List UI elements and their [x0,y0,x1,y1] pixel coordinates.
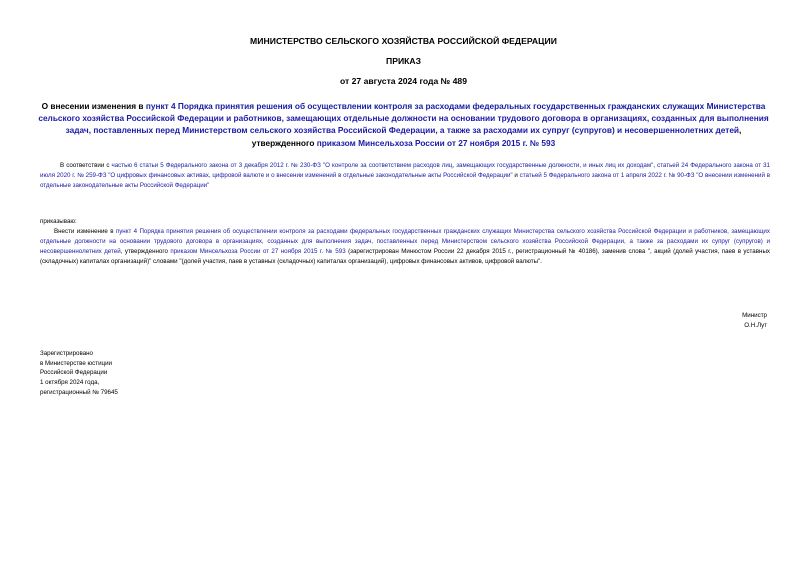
title-link-procedure[interactable]: пункт 4 Порядка принятия решения об осуществлении контроля за расходами федеральных государственных гражданских служащих Министерства сельского хозяйства Российской Федерации и работников, замещающих отдельные должности на основании трудового договора в организациях, созданных для выполнения задач, поставленных перед Министерством сельского хозяйства Российской Федерации, а также за расходами их супруг (супругов) и несовершеннолетних детей [38,101,769,136]
preamble-link-law-230[interactable]: частью 6 статьи 5 Федерального закона от 3 декабря 2012 г. № 230-ФЗ "О контроле за соответствием расходов лиц, замещающих государственные должности, и иных лиц их доходам" [111,162,654,169]
ministry-heading: МИНИСТЕРСТВО СЕЛЬСКОГО ХОЗЯЙСТВА РОССИЙСКОЙ ФЕДЕРАЦИИ [250,36,557,46]
amendment-text-a: Внести изменение в [54,228,116,235]
title-link-order[interactable]: приказом Минсельхоза России от 27 ноября 2015 г. № 593 [316,137,556,148]
preamble-link-law-90[interactable]: статьей 5 Федерального закона от 1 апреля 2022 г. № 90-ФЗ "О внесении изменений в отдельные законодательные акты Российской Федерации" [40,172,770,189]
amendment-text-b: , утвержденного [120,248,171,255]
document-date-number: от 27 августа 2024 года № 489 [340,76,467,86]
title-middle: , утвержденного [251,125,742,148]
registration-line: регистрационный № 79645 [40,388,118,396]
document-title [36,100,771,149]
signatory-name: О.Н.Лут [744,322,767,329]
amendment-text-c: (зарегистрирован Минюстом России 22 декабря 2015 г., регистрационный № 40186), заменив слова ", акций (долей участия, паев в уставных (складочных) капиталах организаций)" словами "(долей участия, паев в уставных (складочных) капиталах организаций), цифровых финансовых активов, цифровой валюты". [40,248,770,265]
signatory-position: Министр [742,312,767,319]
preamble-link-law-259[interactable]: статьей 24 Федерального закона от 31 июля 2020 г. № 259-ФЗ "О цифровых финансовых активах, цифровой валюте и о внесении изменений в отдельные законодательные акты Российской Федерации" [40,162,770,179]
amendment-link-order[interactable]: приказом Минсельхоза России от 27 ноября 2015 г. № 593 [170,248,346,255]
preamble-text-b: , [653,162,658,169]
amendment-paragraph [40,227,770,267]
registration-line: в Министерстве юстиции [40,359,113,367]
registration-block [40,349,240,398]
preamble-text-c: и [512,172,520,179]
document-type: ПРИКАЗ [386,56,421,66]
preamble-paragraph [40,161,770,191]
preamble-text-a: В соответствии с [60,162,112,169]
registration-line: Зарегистрировано [40,350,93,357]
amendment-link-procedure[interactable]: пункт 4 Порядка принятия решения об осуществлении контроля за расходами федеральных государственных гражданских служащих Министерства сельского хозяйства Российской Федерации и работников, замещающих отдельные должности на основании трудового договора в организациях, созданных для выполнения задач, поставленных перед Министерством сельского хозяйства Российской Федерации, а также за расходами их супруг (супругов) и несовершеннолетних детей [40,228,770,255]
registration-line: 1 октября 2024 года, [40,379,100,387]
title-prefix: О внесении изменения в [41,101,146,111]
order-word: приказываю: [40,218,77,225]
registration-line: Российской Федерации [40,369,108,377]
